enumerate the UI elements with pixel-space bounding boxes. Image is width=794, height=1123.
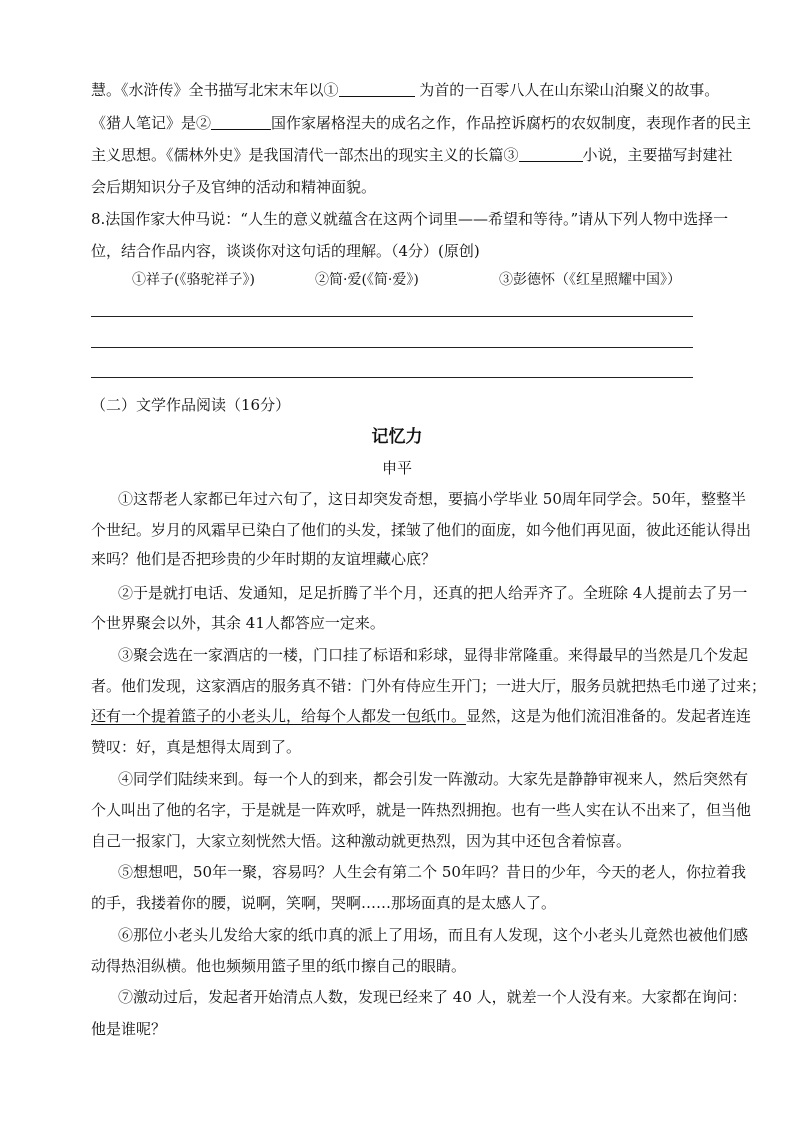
paragraph-line: 个世界聚会以外，其余 41人都答应一定来。 bbox=[91, 614, 385, 632]
text-line bbox=[91, 113, 752, 133]
paragraph-line: ②于是就打电话、发通知，足足折腾了半个月，还真的把人给弄齐了。全班除 4人提前去了另一 bbox=[118, 584, 748, 602]
paragraph-line: 来吗？他们是否把珍贵的少年时期的友谊埋藏心底？ bbox=[91, 550, 437, 568]
choice-1: ①祥子(《骆驼祥子》) bbox=[132, 272, 255, 288]
answer-blank-1[interactable] bbox=[339, 81, 415, 97]
paragraph-line: 个世纪。岁月的风霜早已染白了他们的头发，揉皱了他们的面庞，如今他们再见面，彼此还能认得出 bbox=[91, 521, 752, 539]
paragraph-line bbox=[91, 706, 752, 726]
text-segment: 国作家屠格涅夫的成名之作，作品控诉腐朽的农奴制度，表现作者的民主 bbox=[271, 114, 752, 132]
answer-line[interactable] bbox=[91, 377, 693, 378]
text-segment: 主义思想。《儒林外史》是我国清代一部杰出的现实主义的长篇③ bbox=[91, 146, 519, 164]
answer-line[interactable] bbox=[91, 347, 693, 348]
paragraph-line: ⑤想想吧，50年一聚，容易吗？人生会有第二个 50年吗？昔日的少年，今天的老人，你拉着我 bbox=[118, 863, 746, 881]
text-segment: 《猎人笔记》是② bbox=[91, 114, 212, 132]
text-segment: 为首的一百零八人在山东梁山泊聚义的故事。 bbox=[414, 81, 720, 99]
paragraph-line: 赞叹：好，真是想得太周到了。 bbox=[91, 738, 302, 756]
paragraph-line: ④同学们陆续来到。每一个人的到来，都会引发一阵激动。大家先是静静审视来人，然后突然有 bbox=[118, 770, 749, 788]
paragraph-line: 他是谁呢？ bbox=[91, 1020, 167, 1038]
paragraph-line: ⑦激动过后，发起者开始清点人数，发现已经来了 40 人，就差一个人没有来。大家都在询问： bbox=[118, 988, 747, 1006]
paragraph-line: 动得热泪纵横。他也频频用篮子里的纸巾擦自己的眼睛。 bbox=[91, 957, 467, 975]
section-heading: （二）文学作品阅读（16分） bbox=[91, 396, 291, 414]
article-title: 记忆力 bbox=[371, 427, 423, 447]
article-author: 申平 bbox=[381, 459, 412, 477]
text-line bbox=[91, 145, 733, 165]
question-8-line: 8.法国作家大仲马说：“人生的意义就蕴含在这两个词里——希望和等待。”请从下列人物中选择一 bbox=[91, 210, 729, 228]
text-segment: 显然，这是为他们流泪准备的。发起者连连 bbox=[466, 707, 752, 725]
text-line: 会后期知识分子及官绅的活动和精神面貌。 bbox=[91, 178, 377, 196]
paragraph-line: 个人叫出了他的名字，于是就是一阵欢呼，就是一阵热烈拥抱。也有一些人实在认不出来了，但当他 bbox=[91, 801, 752, 819]
text-segment: 小说，主要描写封建社 bbox=[582, 146, 733, 164]
underlined-sentence: 还有一个提着篮子的小老头儿，给每个人都发一包纸巾。 bbox=[91, 707, 467, 725]
text-segment: 慧。《水浒传》全书描写北宋末年以① bbox=[91, 81, 339, 99]
paragraph-line: 的手，我搂着你的腰，说啊，笑啊，哭啊……那场面真的是太感人了。 bbox=[91, 894, 557, 912]
choice-3: ③彭德怀（《红星照耀中国》） bbox=[499, 272, 681, 288]
answer-blank-2[interactable] bbox=[211, 114, 271, 130]
answer-blank-3[interactable] bbox=[519, 146, 583, 162]
paragraph-line: ③聚会选在一家酒店的一楼，门口挂了标语和彩球，显得非常隆重。来得最早的当然是几个发起 bbox=[118, 646, 749, 664]
paragraph-line: 者。他们发现，这家酒店的服务真不错：门外有侍应生开门；一进大厅，服务员就把热毛巾递了过来； bbox=[91, 677, 767, 695]
answer-line[interactable] bbox=[91, 316, 693, 317]
choice-2: ②简·爱(《简·爱》) bbox=[315, 272, 419, 288]
paragraph-line: 自己一报家门，大家立刻恍然大悟。这种激动就更热烈，因为其中还包含着惊喜。 bbox=[91, 832, 632, 850]
text-line bbox=[91, 80, 720, 100]
question-8-line: 位，结合作品内容，谈谈你对这句话的理解。（4分）(原创) bbox=[91, 242, 480, 260]
paragraph-line: ⑥那位小老头儿发给大家的纸巾真的派上了用场，而且有人发现，这个小老头儿竟然也被他们感 bbox=[118, 926, 749, 944]
paragraph-line: ①这帮老人家都已年过六旬了，这日却突发奇想，要搞小学毕业 50周年同学会。50年，整整半 bbox=[118, 490, 746, 508]
